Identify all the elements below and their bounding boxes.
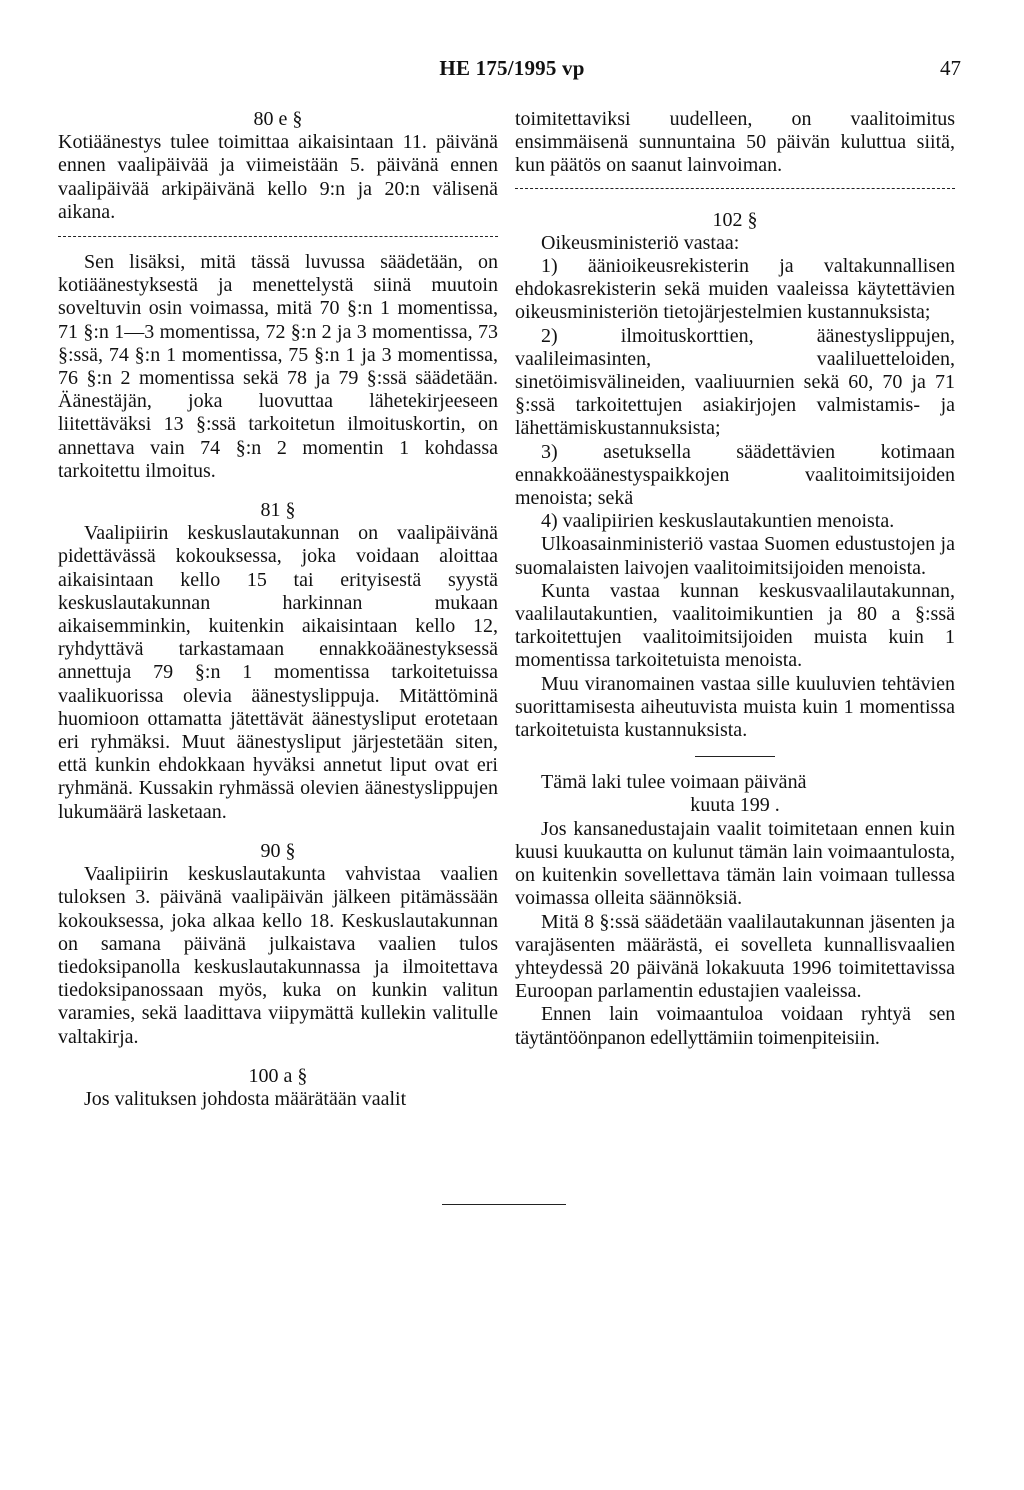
section-100a-continuation: toimitettaviksi uudelleen, on vaalitoimitus ensimmäisenä sunnuntaina 50 päivän kuluttua siitä, kun päätös on saanut lainvoiman. [515,108,955,177]
section-heading-90: 90 § [260,839,296,862]
page-number: 47 [940,56,961,80]
omission-dashes [515,188,955,189]
document-title: HE 175/1995 vp [439,56,585,80]
section-102-item-2: 2) ilmoituskorttien, äänestyslippujen, vaalileimasinten, vaaliluetteloiden, sinetöimisvälineiden, vaaliuurnien sekä 60, 70 ja 71 §:ssä tarkoitettujen asiakirjojen valmistamis- ja lähettämiskustannuksista; [515,324,955,440]
section-80e-paragraph-2: Sen lisäksi, mitä tässä luvussa säädetään, on kotiäänestyksestä ja menettelystä siinä muutoin soveltuvin osin voimassa, mitä 70 §:n 1 momentissa, 71 §:n 1—3 momentissa, 72 §:n 2 ja 3 momentissa, 73 §:ssä, 74 §:n 1 momentissa, 75 §:n 1 ja 3 momentissa, 76 §:n 2 momentissa sekä 78 ja 79 §:ssä säädetään. Äänestäjän, joka luovuttaa lähetekirjeeseen liitettäväksi 13 §:ssä tarkoitetun ilmoituskortin, on annettava vain 74 §:n 2 momentin 1 kohdassa tarkoitettu ilmoitus. [58,251,498,482]
entry-into-force-paragraph-2: Jos kansanedustajain vaalit toimitetaan ennen kuin kuusi kuukautta on kulunut tämän lain voimaantulosta, on kuitenkin sovellettava tämän lain voimaan tullessa voimassa olleita säännöksiä. [515,817,955,910]
section-102-paragraph-3: Kunta vastaa kunnan keskusvaalilautakunnan, vaalilautakuntien, vaalitoimikuntien ja 80 a §:ssä tarkoitettujen vaalitoimitsijoiden muista kuin 1 momentissa tarkoitetuista menoista. [515,579,955,672]
section-90-text: Vaalipiirin keskuslautakunta vahvistaa vaalien tuloksen 3. päivänä vaalipäivän jälkeen pitämässään kokouksessa, joka alkaa kello 18. Keskuslautakunnan on samana päivänä julkaistava vaalien tulos tiedoksipanolla keskuslautakunnassa ja ilmoitettava tiedoksipanossaan myös, kuka on kunkin valitun varamies, sekä laadittava viipymättä kullekin valitulle valtakirja. [58,863,498,1048]
section-100a-text: Jos valituksen johdosta määrätään vaalit [84,1087,407,1110]
section-heading-100a: 100 a § [248,1064,308,1087]
section-102-item-4: 4) vaalipiirien keskuslautakuntien menoista. [541,510,895,533]
section-102-item-1: 1) äänioikeusrekisterin ja valtakunnallisen ehdokasrekisterin sekä muiden vaaleissa käytettävien oikeusministeriön tietojärjestelmien kustannuksista; [515,255,955,324]
section-heading-102: 102 § [712,208,758,231]
omission-dashes [58,236,498,237]
right-column [515,108,955,1050]
separator-rule [695,756,775,757]
section-heading-80e: 80 e § [253,108,303,130]
section-80e-text: Kotiäänestys tulee toimittaa aikaisintaan 11. päivänä ennen vaalipäivää ja viimeistään 5. päivänä ennen vaalipäivää arkipäivänä kello 9:n ja 20:n välisenä aikana. [58,131,498,223]
entry-into-force-paragraph-4: Ennen lain voimaantuloa voidaan ryhtyä sen täytäntöönpanon edellyttämiin toimenpiteisiin. [515,1003,955,1049]
section-102-intro: Oikeusministeriö vastaa: [541,231,740,254]
entry-into-force-paragraph-3: Mitä 8 §:ssä säädetään vaalilautakunnan jäsenten ja varajäsenten määrästä, ei sovelleta kunnallisvaalien yhteydessä 20 päivänä lokakuuta 1996 toimitettavissa Euroopan parlamentin edustajien vaaleissa. [515,910,955,1003]
entry-into-force-line-2: kuuta 199 . [690,794,780,817]
section-102-paragraph-4: Muu viranomainen vastaa sille kuuluvien tehtävien suorittamisesta aiheutuvista muista kuin 1 momentissa tarkoitetuista kustannuksista. [515,672,955,742]
entry-into-force-line-1: Tämä laki tulee voimaan päivänä [541,771,807,794]
left-column [58,108,498,1111]
section-102-paragraph-2: Ulkoasainministeriö vastaa Suomen edustustojen ja suomalaisten laivojen vaalitoimitsijoiden menoista. [515,533,955,579]
section-102-item-3: 3) asetuksella säädettävien kotimaan ennakkoäänestyspaikkojen vaalitoimitsijoiden menoista; sekä [515,440,955,510]
section-heading-81: 81 § [260,499,296,522]
section-81-text: Vaalipiirin keskuslautakunnan on vaalipäivänä pidettävässä kokouksessa, joka voidaan aloittaa aikaisintaan kello 15 tai erityisestä syystä keskuslautakunnan harkinnan mukaan aikaisemminkin, kuitenkin aikaisintaan kello 12, ryhdyttävä tarkastamaan ennakkoäänestyksessä annettuja 79 §:n 1 momentissa tarkoitetuissa vaalikuorissa olevia äänestyslippuja. Mitättöminä huomioon ottamatta jätettävät äänestysliput erotetaan eri ryhmäksi. Muut äänestysliput järjestetään siten, että kunkin ehdokkaan hyväksi annetut liput ovat eri ryhmänä. Kussakin ryhmässä olevien äänestyslippujen lukumäärä lasketaan. [58,522,498,823]
end-rule [442,1204,566,1205]
